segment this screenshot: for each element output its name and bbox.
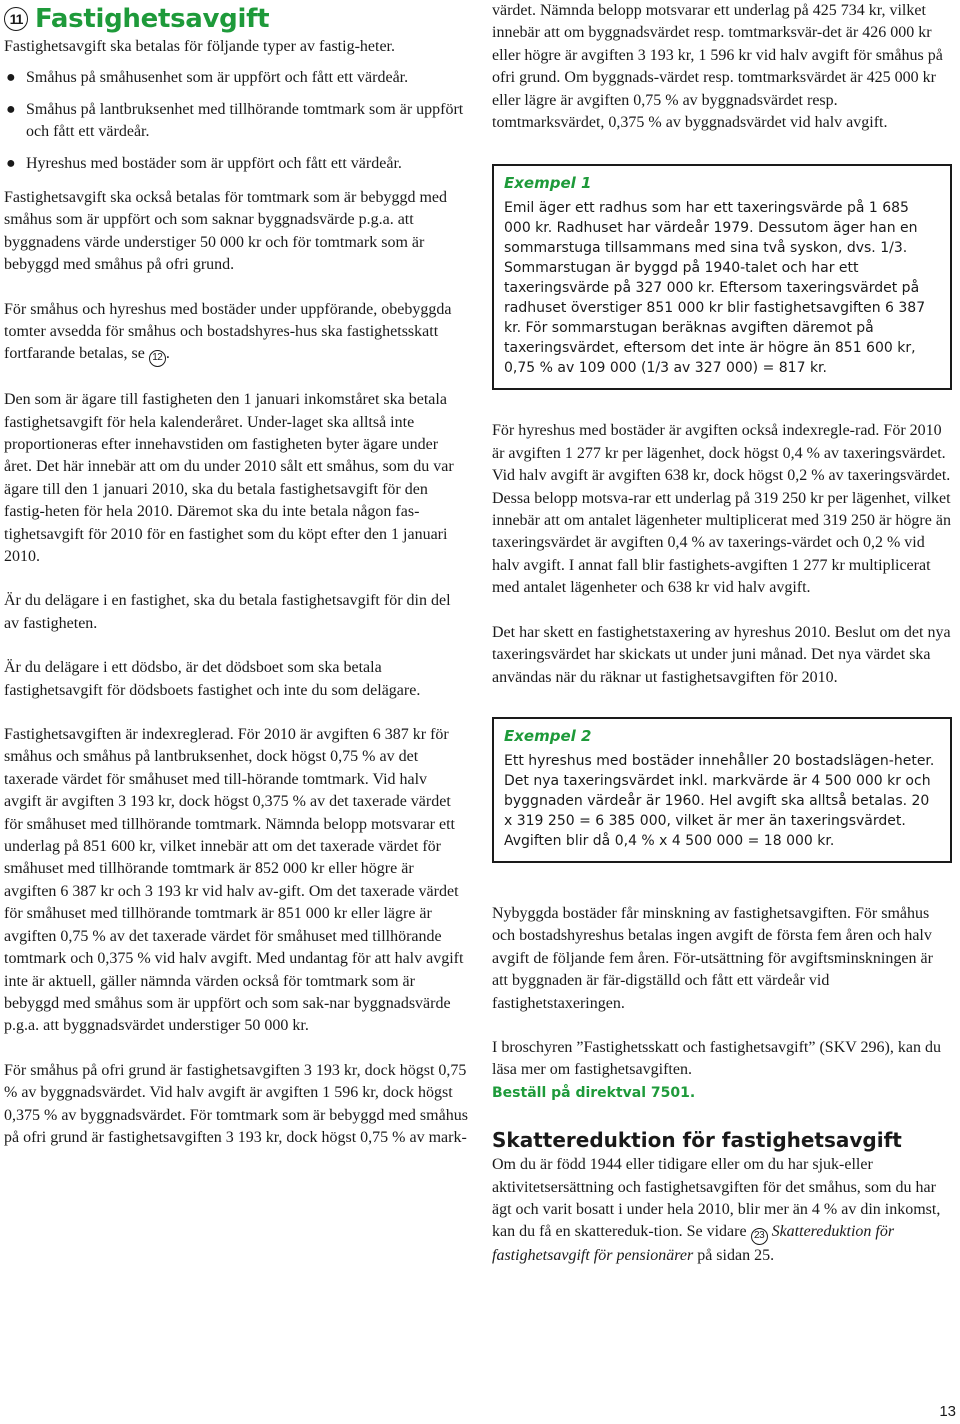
example-box — [492, 164, 952, 390]
paragraph: Fastighetsavgiften är indexreglerad. För 2010 är avgiften 6 387 kr för småhus och småhus på lantbruksenhet, dock högst 0,75 % av det taxerade värdet för småhuset med till-hörande tomtmark. Vid halv avgift är avgiften 3 193 kr, dock högst 0,375 % av det taxerade värdet för småhuset med tillhörande tomtmark. Nämnda belopp motsvarar ett underlag på 851 600 kr, vilket innebär att om det taxerade värdet för småhuset med tillhörande tomtmark är 852 000 kr eller högre är avgiften 6 387 kr och 3 193 kr vid halv av-gift. Om det taxerade värdet för småhuset med tillhörande tomtmark är 851 000 kr eller lägre är avgiften 0,75 % av det taxerade värdet för småhuset med tillhörande tomtmark och 0,375 % vid halv avgift. Med undantag för att halv avgift inte är aktuell, gäller nämnda värden också för tomtmark som är bebyggd med småhus som är uppfört och som sak-nar byggnadsvärde p.g.a. att byggnadsvärdet understiger 50 000 kr. — [4, 726, 464, 1035]
section-title: Fastighetsavgift — [35, 4, 270, 34]
example-title: Exempel 2 — [504, 726, 592, 745]
section-reference-badge: 23 — [751, 1228, 768, 1245]
paragraph: Är du delägare i en fastighet, ska du betala fastighetsavgift för din del av fastigheten. — [4, 592, 451, 632]
section-number-badge: 11 — [4, 7, 28, 31]
paragraph: Fastighetsavgift ska också betalas för tomtmark som är bebyggd med småhus som är uppfört och som saknar byggnadsvärde p.g.a. att byggnadens värde understiger 50 000 kr och för tomtmark som är bebyggd med småhus på ofri grund. — [4, 189, 448, 274]
intro-paragraph: Fastighetsavgift ska betalas för följande typer av fastig-heter. — [4, 38, 395, 55]
paragraph: För småhus och hyreshus med bostäder under uppförande, obebyggda tomter avsedda för småhus och bostadshyres-hus ska fastighetsskatt fortfarande betalas, se 12 . — [4, 299, 468, 368]
paragraph: Om du är född 1944 eller tidigare eller om du har sjuk-eller aktivitetsersättning och fastighetsavgiften för det småhus, som du har ägt och varit bosatt i under hela 2010, blir mer än 4 % av din inkomst, kan du få en skattereduk-tion. Se vidare 23 Skattereduktion för fastighetsavgift för pensionärer på sidan 25. — [492, 1156, 941, 1265]
paragraph: Nybyggda bostäder får minskning av fastighetsavgiften. För småhus och bostadshyreshus betalas ingen avgift de första fem åren och halv avgift de följande fem åren. För-utsättning för avgiftsminskningen är att byggnaden är fär-digställd och fått ett värdeår vid fastighetstaxeringen. — [492, 904, 933, 1012]
page-number: 13 — [939, 1403, 956, 1420]
list-item: ● Småhus på lantbruksenhet med tillhörande tomtmark som är uppfört och fått ett värdeår. — [6, 100, 464, 141]
left-column — [4, 0, 468, 1149]
subsection-heading: Skattereduktion för fastighetsavgift — [492, 1128, 902, 1153]
example-body: Emil äger ett radhus som har ett taxeringsvärde på 1 685 000 kr. Radhuset har värdeår 1979. Dessutom äger han en sommarstuga tillsammans med sina två syskon, dvs. 1/3. Sommarstugan är byggd på 1940-talet och har ett taxeringsvärde på 327 000 kr. Eftersom taxeringsvärdet på radhuset överstiger 851 000 kr blir fastighetsavgiften 6 387 kr. För sommarstugan beräknas avgiften däremot på taxeringsvärdet, eftersom det inte är högre än 851 600 kr, 0,75 % av 109 000 (1/3 av 327 000) = 817 kr. — [504, 200, 926, 377]
paragraph: I broschyren ”Fastighetsskatt och fastighetsavgift” (SKV 296), kan du läsa mer om fastighetsavgiften. Beställ på direktval 7501. — [492, 1038, 941, 1101]
bullet-icon: ● — [6, 69, 16, 87]
section-reference-badge: 12 — [149, 350, 166, 367]
bullet-icon: ● — [6, 100, 16, 118]
list-item: ● Hyreshus med bostäder som är uppfört och fått ett värdeår. — [4, 153, 468, 175]
paragraph: Det har skett en fastighetstaxering av hyreshus 2010. Beslut om det nya taxeringsvärdet har skickats ut under juni månad. Det nya värdet ska användas när du räknar ut fastighetsavgiften för 2010. — [492, 623, 951, 686]
paragraph: Är du delägare i ett dödsbo, är det dödsboet som ska betala fastighetsavgift för dödsboets fastighet och inte du som delägare. — [4, 659, 421, 699]
reference-title: Skattereduktion för fastighetsavgift för pensionärer — [492, 1223, 895, 1265]
property-type-list — [4, 67, 468, 175]
example-body: Ett hyreshus med bostäder innehåller 20 bostadslägen-heter. Det nya taxeringsvärdet inkl. markvärde är 4 500 000 kr och byggnaden värdeår är 1960. Hel avgift ska alltså betalas. 20 x 319 250 = 6 385 000, vilket är mer än taxeringsvärdet. Avgiften blir då 0,4 % x 4 500 000 = 18 000 kr. — [504, 752, 935, 849]
paragraph: Den som är ägare till fastigheten den 1 januari inkomståret ska betala fastighetsavgift för hela kalenderåret. Under-laget ska alltså inte proportioneras efter innehavstiden om fastigheten byter ägare under året. Det här innebär att om du under 2010 sålt ett småhus, som du var ägare till den 1 januari 2010, ska du betala fastighetsavgift för den fastig-heten för hela 2010. Däremot ska du inte betala någon fas-tighetsavgift för 2010 för en fastighet som du köpt efter den 1 januari 2010. — [4, 391, 454, 566]
section-heading — [4, 6, 468, 32]
right-column — [492, 0, 952, 1267]
list-item: ● Småhus på småhusenhet som är uppfört och fått ett värdeår. — [4, 67, 468, 89]
order-instruction: Beställ på direktval 7501. — [492, 1084, 696, 1101]
paragraph: värdet. Nämnda belopp motsvarar ett underlag på 425 734 kr, vilket innebär att om byggnadsvärdet resp. tomtmarksvär-det är 426 000 kr eller högre är avgiften 3 193 kr, 1 596 kr vid halv avgift för småhus på ofri grund. Om byggnads-värdet resp. tomtmarksvärdet är 425 000 kr eller lägre är avgiften 0,75 % av byggnadsvärdet resp. tomtmarksvärdet, 0,375 % av byggnadsvärdet vid halv avgift. — [492, 2, 943, 132]
example-title: Exempel 1 — [504, 174, 592, 193]
bullet-icon: ● — [6, 154, 16, 172]
paragraph: För småhus på ofri grund är fastighetsavgiften 3 193 kr, dock högst 0,75 % av byggnadsvärdet. Vid halv avgift är avgiften 1 596 kr, dock högst 0,375 % av byggnadsvärdet. För tomtmark som är bebyggd med småhus på ofri grund är fastighetsavgiften 3 193 kr, dock högst 0,75 % av mark- — [4, 1061, 468, 1146]
example-box — [492, 717, 952, 863]
paragraph: För hyreshus med bostäder är avgiften också indexregle-rad. För 2010 är avgiften 1 277 kr per lägenhet, dock högst 0,4 % av taxeringsvärdet. Vid halv avgift är avgiften 638 kr, dock högst 0,2 % av taxeringsvärdet. Dessa belopp motsva-rar ett underlag på 319 250 kr per lägenhet, vilket innebär att om antalet lägenheter multiplicerat med 319 250 är högre än taxeringsvärdet är avgiften 0,4 % av taxerings-värdet och 0,2 % vid halv avgift. I annat fall blir fastighets-avgiften 1 277 kr multiplicerat med antalet lägenheter och 638 kr vid halv avgift. — [492, 422, 951, 597]
